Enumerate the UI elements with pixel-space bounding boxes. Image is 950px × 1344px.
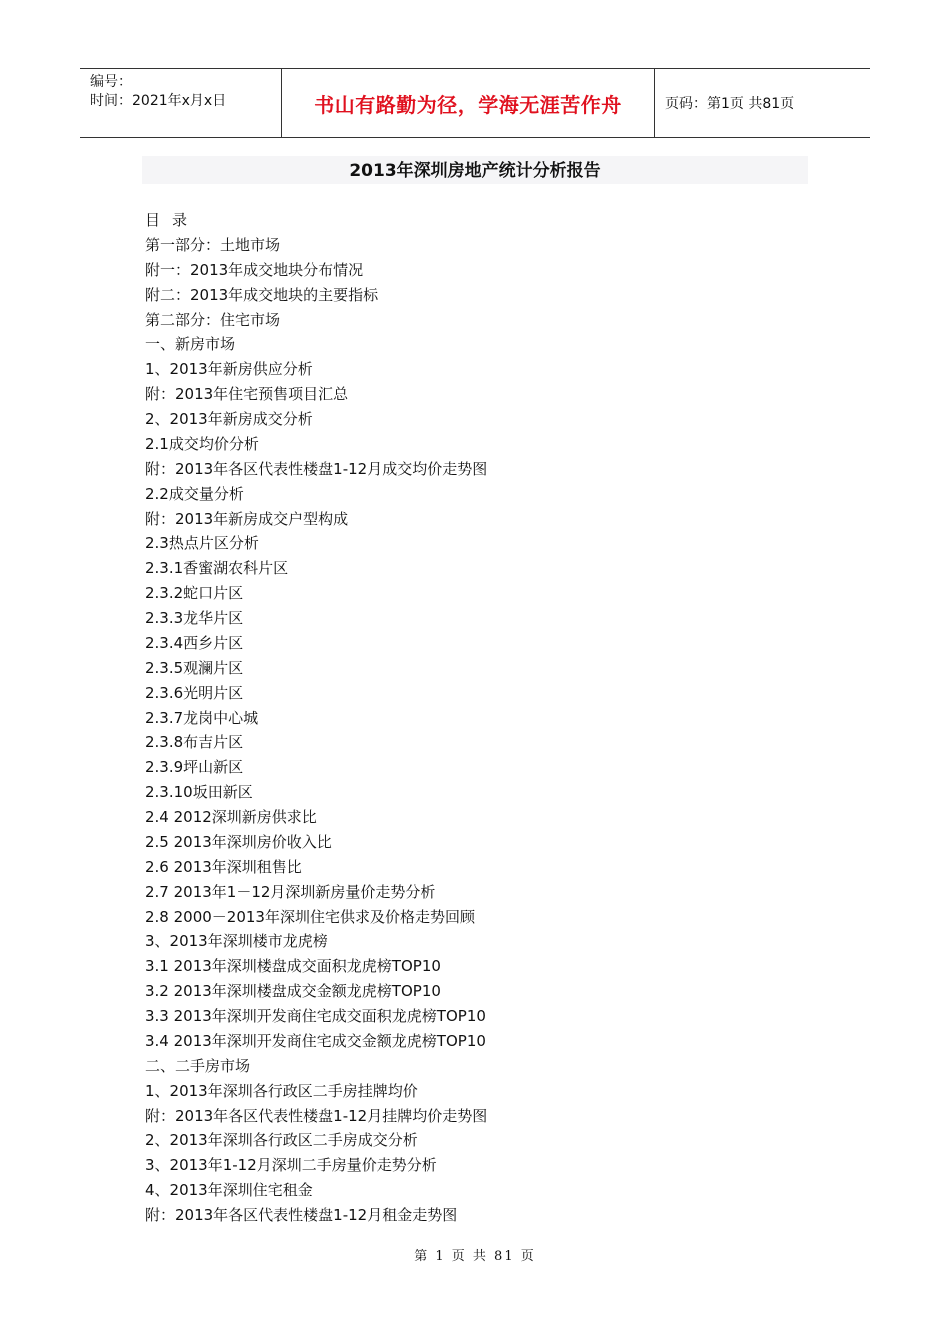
toc-entry: 附：2013年各区代表性楼盘1-12月成交均价走势图 [145, 459, 488, 478]
toc-entry: 2.3.1香蜜湖农科片区 [145, 559, 289, 578]
toc-entry: 3、2013年深圳楼市龙虎榜 [145, 932, 328, 951]
table-of-contents [145, 208, 487, 1228]
toc-entry: 2.6 2013年深圳租售比 [145, 857, 302, 876]
toc-entry: 2.8 2000－2013年深圳住宅供求及价格走势回顾 [145, 907, 475, 926]
document-time-label: 时间：2021年x月x日 [90, 93, 227, 109]
toc-entry: 2.7 2013年1－12月深圳新房量价走势分析 [145, 882, 436, 901]
toc-entry: 3.1 2013年深圳楼盘成交面积龙虎榜TOP10 [145, 957, 441, 976]
toc-entry: 附：2013年各区代表性楼盘1-12月挂牌均价走势图 [145, 1106, 488, 1125]
toc-entry: 附：2013年住宅预售项目汇总 [145, 385, 349, 404]
toc-entry: 3.3 2013年深圳开发商住宅成交面积龙虎榜TOP10 [145, 1007, 486, 1025]
toc-entry: 2.5 2013年深圳房价收入比 [145, 832, 332, 851]
toc-entry: 3.4 2013年深圳开发商住宅成交金额龙虎榜TOP10 [145, 1031, 486, 1050]
header-motto-cell [282, 69, 655, 137]
toc-entry: 2.3.10坂田新区 [145, 783, 253, 802]
document-number-label: 编号： [90, 74, 132, 90]
toc-entry: 附：2013年各区代表性楼盘1-12月租金走势图 [145, 1206, 458, 1224]
toc-entry: 附二：2013年成交地块的主要指标 [145, 285, 379, 304]
toc-entry: 2、2013年新房成交分析 [145, 410, 313, 428]
toc-entry: 2.3.2蛇口片区 [145, 584, 244, 603]
header-page-cell [655, 69, 870, 137]
toc-entry: 2.3.9坪山新区 [145, 758, 244, 777]
header-page-info: 页码：第1页 共81页 [665, 96, 795, 112]
toc-entry: 2.3.4西乡片区 [145, 633, 244, 652]
toc-entry: 1、2013年深圳各行政区二手房挂牌均价 [145, 1081, 418, 1100]
toc-entry: 2.3.3龙华片区 [145, 609, 244, 627]
toc-entry: 2.3.6光明片区 [145, 683, 244, 702]
toc-entry: 一、新房市场 [145, 335, 236, 354]
toc-entry: 3.2 2013年深圳楼盘成交金额龙虎榜TOP10 [145, 982, 441, 1001]
toc-entry: 附一：2013年成交地块分布情况 [145, 260, 364, 279]
header-meta-cell [80, 69, 282, 137]
toc-entry: 附：2013年新房成交户型构成 [145, 509, 349, 528]
toc-heading: 目录 [145, 211, 200, 229]
toc-entry: 1、2013年新房供应分析 [145, 360, 313, 379]
toc-entry: 2.4 2012深圳新房供求比 [145, 808, 317, 826]
toc-entry: 2.3.7龙岗中心城 [145, 708, 259, 727]
toc-entry: 第二部分：住宅市场 [145, 310, 281, 329]
toc-entry: 二、二手房市场 [145, 1056, 251, 1075]
toc-entry: 2.3.8布吉片区 [145, 733, 244, 752]
toc-entry: 3、2013年1-12月深圳二手房量价走势分析 [145, 1156, 437, 1175]
page-footer: 第 1 页 共 81 页 [414, 1249, 536, 1264]
toc-entry: 第一部分：土地市场 [145, 235, 281, 254]
document-title: 2013年深圳房地产统计分析报告 [142, 156, 808, 184]
toc-entry: 4、2013年深圳住宅租金 [145, 1181, 313, 1200]
toc-entry: 2.1成交均价分析 [145, 434, 259, 453]
header-motto: 书山有路勤为径，学海无涯苦作舟 [314, 92, 622, 117]
toc-entry: 2、2013年深圳各行政区二手房成交分析 [145, 1131, 418, 1150]
toc-entry: 2.3.5观澜片区 [145, 658, 244, 677]
toc-entry: 2.3热点片区分析 [145, 534, 259, 553]
page-header [80, 68, 870, 138]
toc-entry: 2.2成交量分析 [145, 484, 244, 503]
